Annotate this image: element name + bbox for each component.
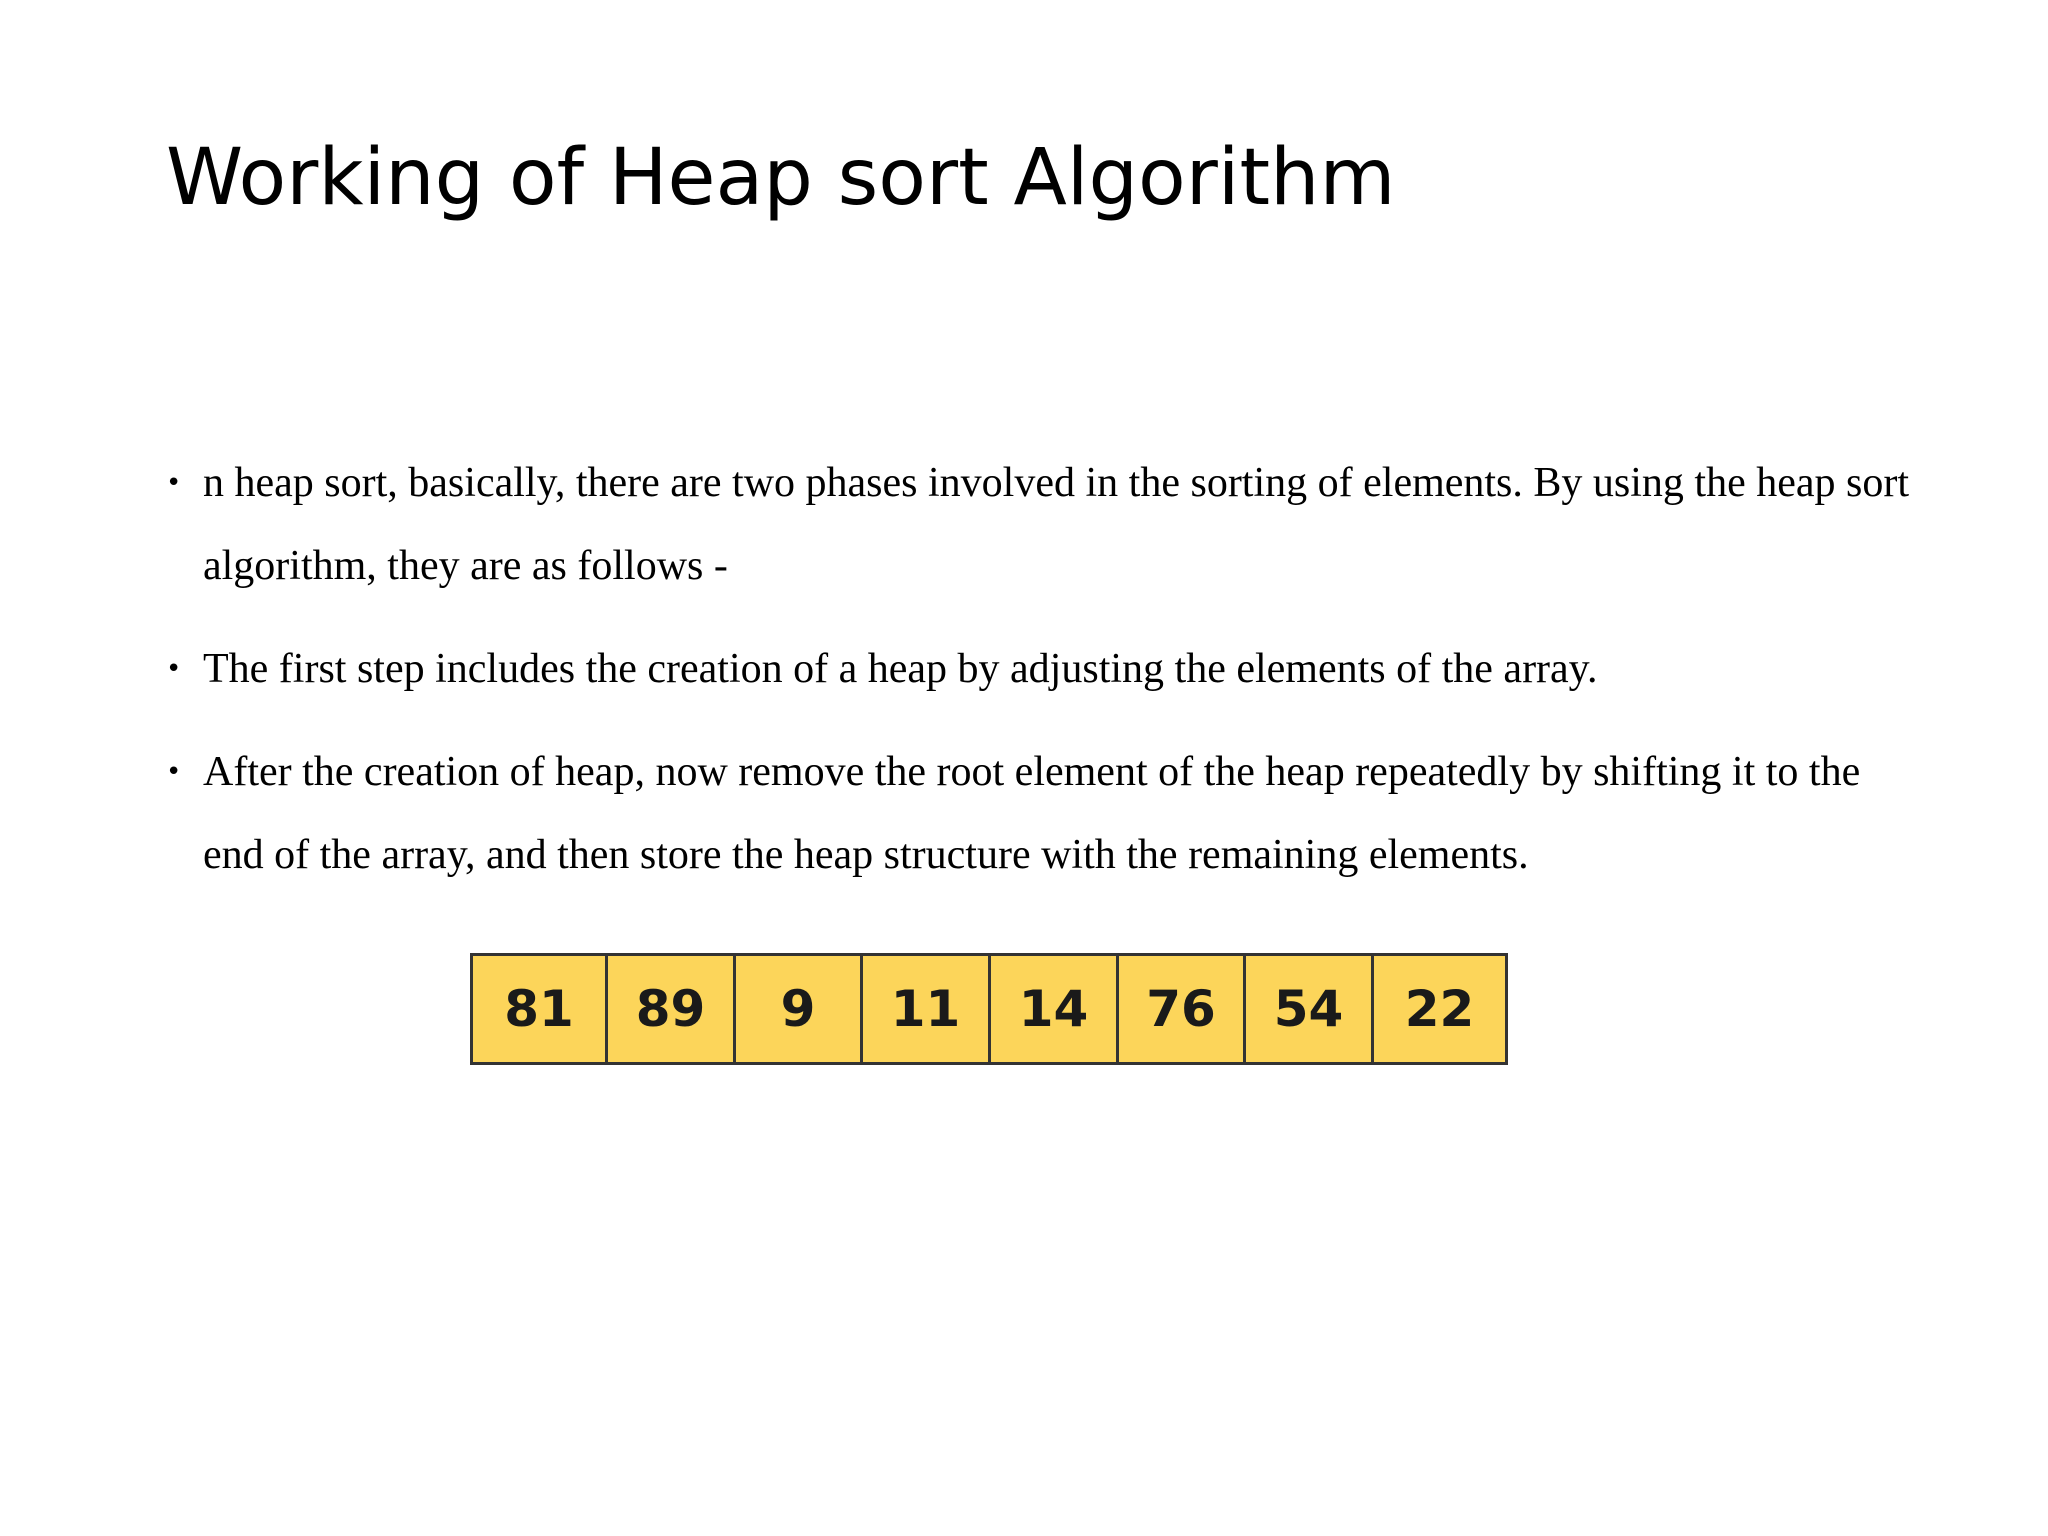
bullet-item bbox=[166, 731, 1926, 897]
bullet-text: The first step includes the creation of a heap by adjusting the elements of the array. bbox=[203, 646, 1598, 692]
slide-title: Working of Heap sort Algorithm bbox=[166, 133, 1396, 223]
bullet-item bbox=[166, 442, 1926, 608]
bullet-list bbox=[166, 442, 1926, 917]
array-cell: 11 bbox=[860, 956, 988, 1062]
bullet-dot-icon: • bbox=[166, 757, 182, 787]
bullet-dot-icon: • bbox=[166, 654, 182, 684]
array-cell: 54 bbox=[1243, 956, 1371, 1062]
array-cell: 22 bbox=[1371, 956, 1505, 1062]
array-diagram bbox=[470, 953, 1508, 1065]
array-cell: 89 bbox=[605, 956, 733, 1062]
bullet-dot-icon: • bbox=[166, 468, 182, 498]
bullet-text: n heap sort, basically, there are two phases involved in the sorting of elements. By using the heap sort algorithm, they are as follows - bbox=[203, 460, 1910, 589]
array-cell: 9 bbox=[733, 956, 860, 1062]
array-cell: 76 bbox=[1116, 956, 1243, 1062]
array-cell: 81 bbox=[504, 980, 574, 1038]
bullet-text: After the creation of heap, now remove the root element of the heap repeatedly by shifting it to the end of the array, and then store the heap structure with the remaining elements. bbox=[203, 749, 1861, 878]
bullet-item bbox=[166, 628, 1926, 711]
array-cell: 14 bbox=[988, 956, 1116, 1062]
